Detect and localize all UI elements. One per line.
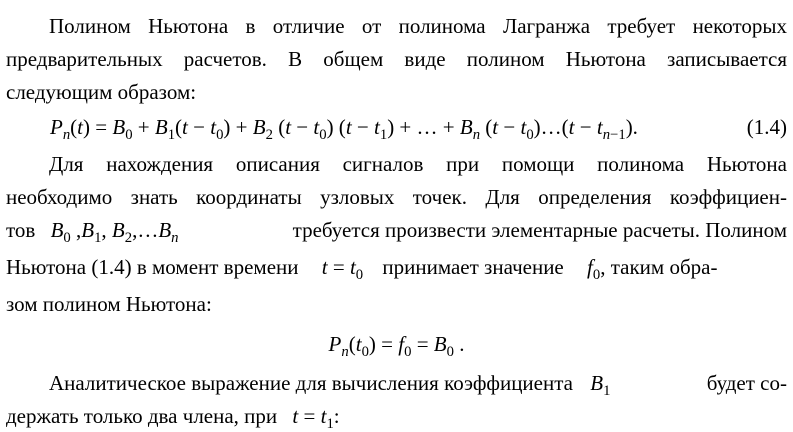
paragraph-3-line-1	[49, 369, 787, 397]
paragraph-2-line-3	[6, 216, 787, 244]
text-fragment: Ньютона (1.4) в момент времени	[6, 255, 299, 279]
paragraph-3-line-2	[6, 402, 787, 430]
equation-newton-polynomial: $P_n(t) = B_0 + B_1(t - t_0) + B_2$ $(t - t_0)$ $(t - t_1)$ + … + $B_n$ $(t - t_0)\dots(t - t_{n-1})$.	[50, 115, 638, 143]
text-fragment: Аналитическое выражение для вычисления коэффициента	[49, 371, 573, 395]
text-fragment: будет со-	[706, 371, 787, 395]
paragraph-2-line-2: необходимо знать координаты узловых точек. Для определения коэффициен-	[6, 185, 787, 209]
paragraph-2-line-1: Для нахождения описания сигналов при помощи полинома Ньютона	[49, 152, 787, 176]
coefficients-formula: $B_0$ $,B_1$, $B_2,\dots B_n$	[50, 218, 179, 246]
text-fragment: требуется произвести элементарные расчеты. Полином	[292, 218, 787, 242]
time-formula: $t = t_0$	[321, 255, 364, 283]
text-fragment: :	[333, 404, 340, 428]
equation-pn-t0: $P_n(t_0) = f_0 = B_0$ .	[328, 332, 465, 360]
paragraph-1-line-1: Полином Ньютона в отличие от полинома Лагранжа требует некоторых	[49, 14, 787, 38]
f0-formula: $f_0$	[587, 255, 601, 283]
b1-formula: $B_1$	[590, 371, 611, 399]
paragraph-1-line-2: предварительных расчетов. В общем виде полином Ньютона записывается	[6, 47, 787, 71]
text-fragment: тов	[6, 218, 36, 242]
t1-formula: $t = t_1$	[292, 404, 334, 432]
paragraph-2-line-4	[6, 253, 787, 281]
text-fragment: держать только два члена, при	[6, 404, 278, 428]
paragraph-2-line-5: зом полином Ньютона:	[6, 292, 212, 316]
equation-number: (1.4)	[746, 115, 787, 139]
paragraph-1-line-3: следующим образом:	[6, 80, 197, 104]
text-fragment: , таким обра-	[600, 255, 718, 279]
text-fragment: принимает значение	[382, 255, 564, 279]
